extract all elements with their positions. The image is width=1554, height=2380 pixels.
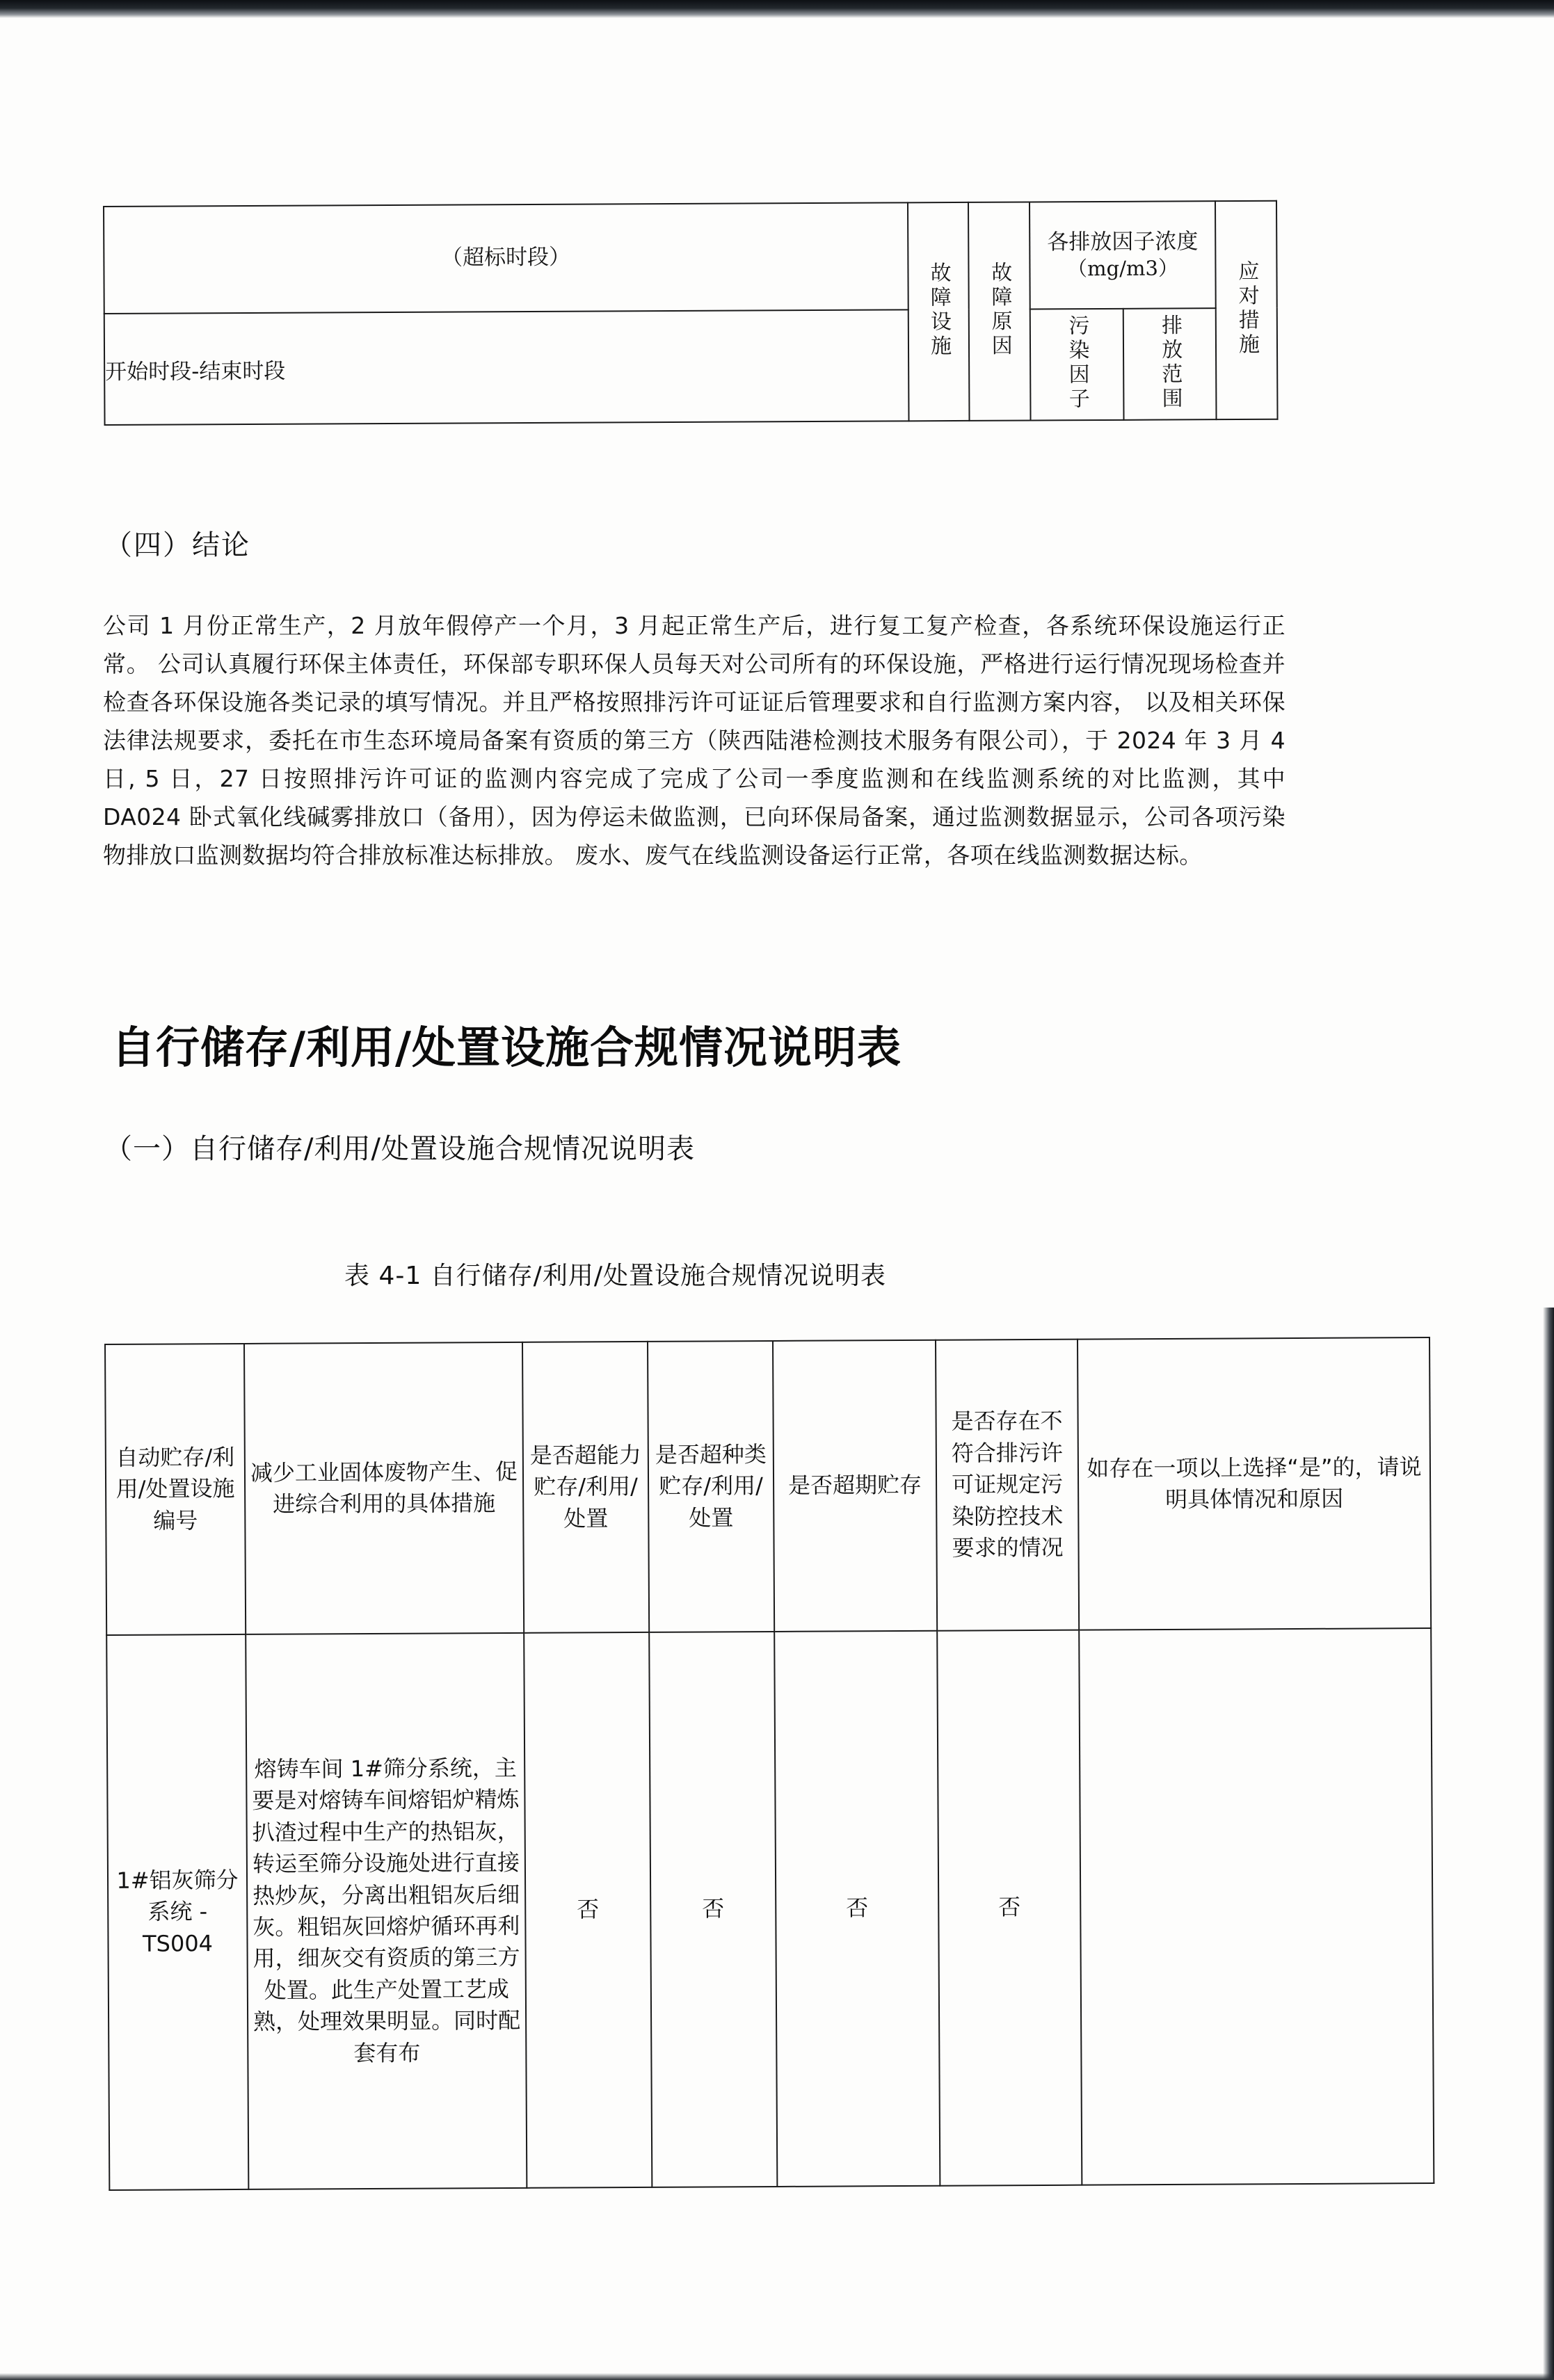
column-header-explanation: 如存在一项以上选择“是”的，请说明具体情况和原因 <box>1078 1337 1431 1630</box>
cell-measures: 熔铸车间 1#筛分系统，主要是对熔铸车间熔铝炉精炼扒渣过程中生产的热铝灰，转运至筛分设施处进行直接热炒灰，分离出粗铝灰后细灰。粗铝灰回熔炉循环再利用，细灰交有资质的第三方处置。此生产处置工艺成熟，处理效果明显。同时配套有布 <box>246 1633 527 2189</box>
fault-facility-header <box>908 202 970 421</box>
exceedance-period-table <box>103 200 1279 426</box>
table-row <box>104 201 1277 314</box>
conclusion-paragraph: 公司 1 月份正常生产，2 月放年假停产一个月，3 月起正常生产后，进行复工复产检查，各系统环保设施运行正常。 公司认真履行环保主体责任，环保部专职环保人员每天对公司所有的环保设施，严格进行运行情况现场检查并检查各环保设施各类记录的填写情况。并且严格按照排污许可证证后管理要求和自行监测方案内容， 以及相关环保法律法规要求，委托在市生态环境局备案有资质的第三方（陕西陆港检测技术服务有限公司），于 2024 年 3 月 4 日, 5 日，27 日按照排污许可证的监测内容完成了完成了公司一季度监测和在线监测系统的对比监测，其中 DA024 卧式氧化线碱雾排放口（备用），因为停运未做监测，已向环保局备案，通过监测数据显示，公司各项污染物排放口监测数据均符合排放标准达标排放。 废水、废气在线监测设备运行正常，各项在线监测数据达标。 <box>103 612 1285 869</box>
emission-range-header <box>1123 308 1217 420</box>
column-header-non-compliance: 是否存在不符合排污许可证规定污染防控技术要求的情况 <box>936 1340 1079 1631</box>
fault-reason-header <box>968 202 1030 420</box>
cell-over-capacity: 否 <box>524 1632 652 2188</box>
subsection-heading: （一）自行储存/利用/处置设施合规情况说明表 <box>104 1133 695 1165</box>
fault-reason-label: 故障原因 <box>987 261 1012 359</box>
cell-over-period: 否 <box>774 1631 940 2187</box>
table-row <box>106 1628 1434 2190</box>
column-header-measures: 减少工业固体废物产生、促进综合利用的具体措施 <box>244 1342 524 1634</box>
emission-concentration-unit: （mg/m3） <box>1067 256 1178 281</box>
table-row <box>104 308 1278 425</box>
facility-compliance-table <box>104 1337 1434 2191</box>
conclusion-heading: （四）结论 <box>104 529 250 561</box>
column-header-over-type: 是否超种类贮存/利用/处置 <box>648 1341 774 1632</box>
column-header-facility-id: 自动贮存/利用/处置设施编号 <box>105 1344 246 1635</box>
time-range-cell: 开始时段-结束时段 <box>104 309 908 425</box>
emission-concentration-label: 各排放因子浓度 <box>1047 229 1199 255</box>
fault-facility-label: 故障设施 <box>926 262 952 360</box>
column-header-over-capacity: 是否超能力贮存/利用/处置 <box>522 1342 649 1633</box>
emission-concentration-header <box>1030 201 1216 309</box>
table-caption: 表 4-1 自行储存/利用/处置设施合规情况说明表 <box>344 1262 886 1290</box>
emission-range-label: 排放范围 <box>1157 314 1183 412</box>
pollutant-factor-label: 污染因子 <box>1064 314 1089 412</box>
cell-facility-id: 1#铝灰筛分系统 - TS004 <box>106 1634 248 2190</box>
exceedance-period-caption: （超标时段） <box>104 202 908 314</box>
table-header-row <box>105 1337 1431 1635</box>
page-title: 自行储存/利用/处置设施合规情况说明表 <box>111 1022 902 1073</box>
countermeasure-header <box>1215 201 1277 419</box>
column-header-over-period: 是否超期贮存 <box>773 1340 937 1632</box>
cell-over-type: 否 <box>649 1632 777 2187</box>
countermeasure-label: 应对措施 <box>1234 259 1259 358</box>
pollutant-factor-header <box>1030 309 1124 421</box>
cell-explanation <box>1079 1628 1434 2185</box>
cell-non-compliance: 否 <box>937 1630 1082 2186</box>
